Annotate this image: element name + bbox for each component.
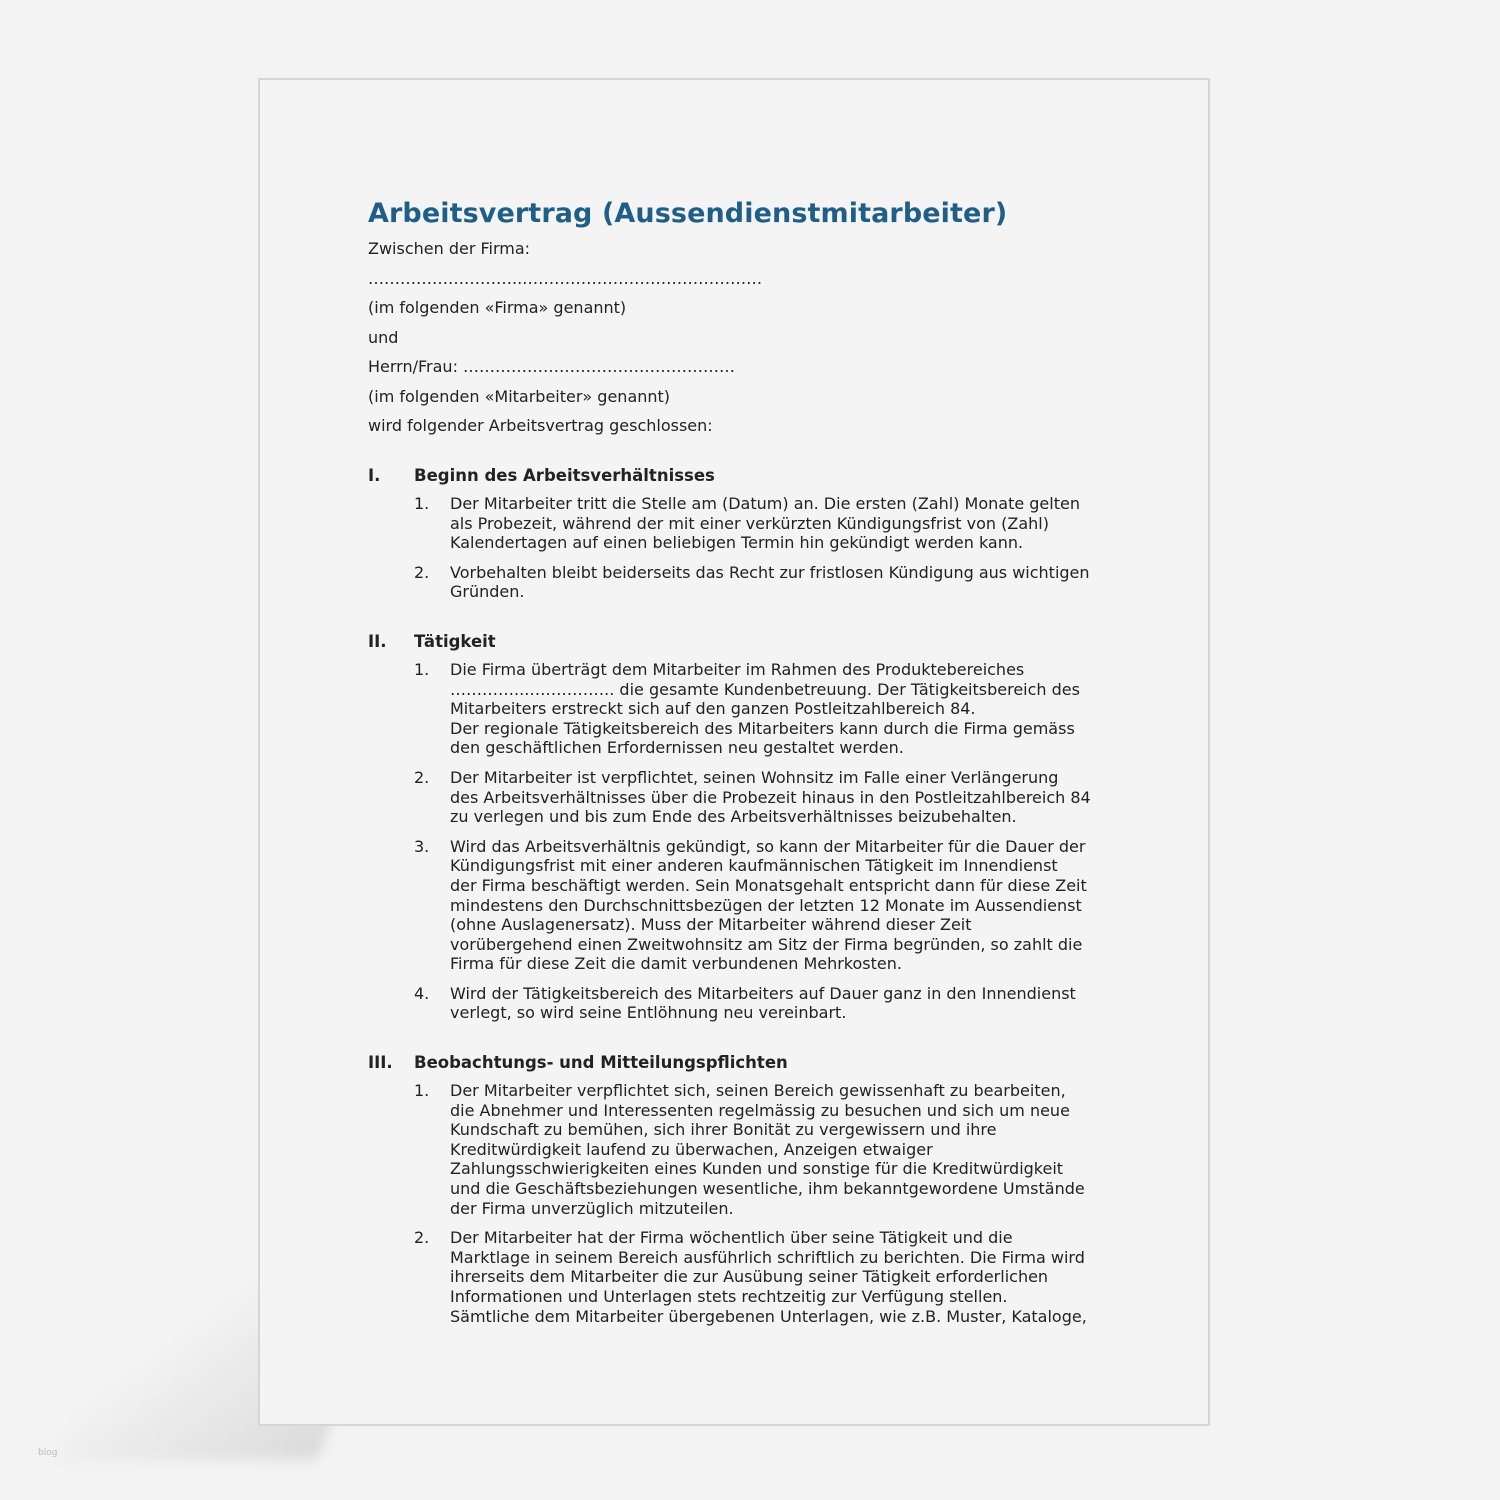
item-line: Informationen und Unterlagen stets rechtzeitig zur Verfügung stellen. bbox=[450, 1287, 1008, 1306]
section-heading bbox=[368, 466, 1108, 486]
section-number: II. bbox=[368, 631, 387, 651]
item-number: 2. bbox=[414, 767, 430, 787]
item-line: Kalendertagen auf einen beliebigen Termin hin gekündigt werden kann. bbox=[450, 533, 1024, 553]
section-title: Tätigkeit bbox=[414, 631, 496, 651]
intro-line: Zwischen der Firma: bbox=[368, 239, 531, 258]
section-title: Beobachtungs- und Mitteilungspflichten bbox=[414, 1053, 788, 1073]
item-line: vorübergehend einen Zweitwohnsitz am Sitz der Firma begründen, so zahlt die bbox=[450, 934, 1083, 954]
list-item bbox=[414, 494, 1108, 553]
section-3 bbox=[368, 1053, 1108, 1326]
item-line: zu verlegen und bis zum Ende des Arbeitsverhältnisses beizubehalten. bbox=[450, 807, 1017, 827]
section-number: III. bbox=[368, 1053, 393, 1073]
document-content bbox=[368, 198, 1108, 1336]
item-line: der Firma unverzüglich mitzuteilen. bbox=[450, 1198, 734, 1218]
item-line: Die Firma überträgt dem Mitarbeiter im Rahmen des Produktebereiches bbox=[450, 659, 1025, 679]
item-line: Marktlage in seinem Bereich ausführlich schriftlich zu berichten. Die Firma wird bbox=[450, 1247, 1085, 1267]
item-line: der Firma beschäftigt werden. Sein Monatsgehalt entspricht dann für diese Zeit bbox=[450, 875, 1087, 895]
item-line: Der Mitarbeiter hat der Firma wöchentlich über seine Tätigkeit und die bbox=[450, 1228, 1013, 1248]
intro-line: Herrn/Frau: …………………………………………… bbox=[368, 357, 736, 376]
section-1 bbox=[368, 466, 1108, 602]
item-line: Kündigungsfrist mit einer anderen kaufmännischen Tätigkeit im Innendienst bbox=[450, 856, 1058, 876]
item-line: Kundschaft zu bemühen, sich ihrer Bonität zu vergewissern und ihre bbox=[450, 1120, 997, 1140]
item-line: Wird der Tätigkeitsbereich des Mitarbeiters auf Dauer ganz in den Innendienst bbox=[450, 983, 1076, 1003]
section-2 bbox=[368, 632, 1108, 1023]
intro-line: ………………………..……………………………………… bbox=[368, 268, 763, 288]
item-number: 1. bbox=[414, 1081, 430, 1101]
document-page bbox=[258, 78, 1210, 1426]
item-line: Der Mitarbeiter ist verpflichtet, seinen Wohnsitz im Falle einer Verlängerung bbox=[450, 767, 1059, 787]
list-item bbox=[414, 768, 1108, 827]
item-number: 1. bbox=[414, 494, 430, 513]
item-line: …………..…………….. die gesamte Kundenbetreuung. Der Tätigkeitsbereich des bbox=[450, 679, 1080, 699]
item-line: mindestens den Durchschnittsbezügen der letzten 12 Monate im Aussendienst bbox=[450, 895, 1082, 915]
item-line: (ohne Auslagenersatz). Muss der Mitarbeiter während dieser Zeit bbox=[450, 915, 972, 935]
item-line: Mitarbeiters erstreckt sich auf den ganzen Postleitzahlbereich 84. bbox=[450, 699, 976, 719]
item-number: 2. bbox=[414, 1228, 430, 1248]
item-number: 2. bbox=[414, 562, 430, 582]
intro-line: (im folgenden «Firma» genannt) bbox=[368, 298, 627, 317]
item-number: 3. bbox=[414, 836, 430, 856]
item-line: Der Mitarbeiter tritt die Stelle am (Datum) an. Die ersten (Zahl) Monate gelten bbox=[450, 494, 1080, 513]
item-line: und die Geschäftsbeziehungen wesentliche, ihm bekanntgewordene Umstände bbox=[450, 1179, 1085, 1199]
list-item bbox=[414, 563, 1108, 602]
section-heading bbox=[368, 632, 1108, 652]
item-line: Der Mitarbeiter verpflichtet sich, seinen Bereich gewissenhaft zu bearbeiten, bbox=[450, 1081, 1066, 1101]
item-line: Gründen. bbox=[450, 582, 525, 602]
item-number: 4. bbox=[414, 983, 430, 1003]
list-item bbox=[414, 837, 1108, 974]
item-line: Zahlungsschwierigkeiten eines Kunden und sonstige für die Kreditwürdigkeit bbox=[450, 1159, 1064, 1179]
item-line: Wird das Arbeitsverhältnis gekündigt, so kann der Mitarbeiter für die Dauer der bbox=[450, 836, 1086, 856]
list-item bbox=[414, 1228, 1108, 1326]
item-line: die Abnehmer und Interessenten regelmässig zu besuchen und sich um neue bbox=[450, 1100, 1070, 1120]
intro-line: (im folgenden «Mitarbeiter» genannt) bbox=[368, 386, 671, 406]
list-item bbox=[414, 1081, 1108, 1218]
item-line: des Arbeitsverhältnisses über die Probezeit hinaus in den Postleitzahlbereich 84 bbox=[450, 787, 1091, 807]
list-item bbox=[414, 984, 1108, 1023]
item-line: ihrerseits dem Mitarbeiter die zur Ausübung seiner Tätigkeit erforderlichen bbox=[450, 1267, 1049, 1287]
item-line: den geschäftlichen Erfordernissen neu gestaltet werden. bbox=[450, 738, 904, 758]
intro-line: wird folgender Arbeitsvertrag geschlossen: bbox=[368, 416, 713, 435]
item-line: Vorbehalten bleibt beiderseits das Recht zur fristlosen Kündigung aus wichtigen bbox=[450, 562, 1090, 582]
item-line: als Probezeit, während der mit einer verkürzten Kündigungsfrist von (Zahl) bbox=[450, 513, 1049, 533]
item-number: 1. bbox=[414, 659, 430, 679]
item-line: Firma für diese Zeit die damit verbundenen Mehrkosten. bbox=[450, 954, 902, 974]
intro-block bbox=[368, 239, 1108, 436]
section-number: I. bbox=[368, 466, 381, 485]
document-title: Arbeitsvertrag (Aussendienstmitarbeiter) bbox=[368, 198, 1008, 229]
intro-line: und bbox=[368, 327, 399, 347]
item-line: Kreditwürdigkeit laufend zu überwachen, Anzeigen etwaiger bbox=[450, 1139, 933, 1159]
item-line: Der regionale Tätigkeitsbereich des Mitarbeiters kann durch die Firma gemäss bbox=[450, 718, 1075, 738]
item-line: Sämtliche dem Mitarbeiter übergebenen Unterlagen, wie z.B. Muster, Kataloge, bbox=[450, 1306, 1087, 1326]
section-title: Beginn des Arbeitsverhältnisses bbox=[414, 466, 715, 485]
section-heading bbox=[368, 1053, 1108, 1073]
list-item bbox=[414, 660, 1108, 758]
item-line: verlegt, so wird seine Entlöhnung neu vereinbart. bbox=[450, 1003, 847, 1023]
watermark: blog bbox=[38, 1448, 58, 1458]
